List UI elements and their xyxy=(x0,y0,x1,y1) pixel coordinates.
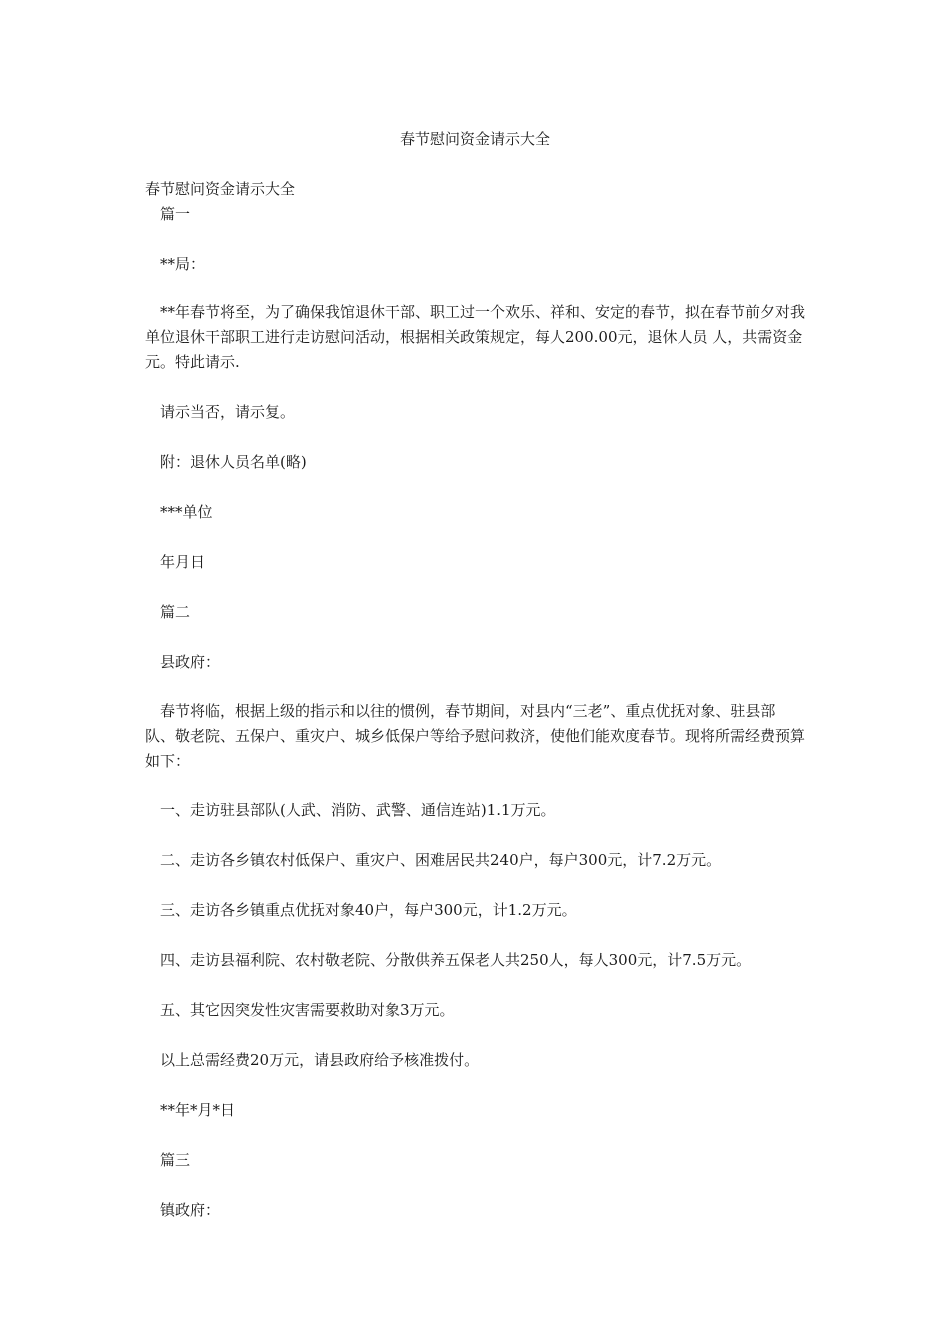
section-one-request: 请示当否，请示复。 xyxy=(160,403,296,421)
section-two-item: 二、走访各乡镇农村低保户、重灾户、困难居民共240户，每户300元，计7.2万元。 xyxy=(160,851,722,869)
section-two-heading: 篇二 xyxy=(160,603,191,621)
section-two-item: 三、走访各乡镇重点优抚对象40户，每户300元，计1.2万元。 xyxy=(160,901,577,919)
section-two-addressee: 县政府： xyxy=(160,653,221,671)
document-subtitle: 春节慰问资金请示大全 xyxy=(145,180,296,198)
section-one-attachment: 附：退休人员名单(略) xyxy=(160,453,307,471)
section-two-item: 五、其它因突发性灾害需要救助对象3万元。 xyxy=(160,1001,455,1019)
section-one-signature: ***单位 xyxy=(160,503,213,521)
section-one-heading: 篇一 xyxy=(160,205,191,223)
section-two-date: **年*月*日 xyxy=(160,1101,236,1119)
document-title: 春节慰问资金请示大全 xyxy=(399,130,550,148)
section-three-addressee: 镇政府： xyxy=(160,1201,221,1219)
section-three-heading: 篇三 xyxy=(160,1151,191,1169)
section-one-addressee: **局： xyxy=(160,255,206,273)
section-two-item: 四、走访县福利院、农村敬老院、分散供养五保老人共250人，每人300元，计7.5万元。 xyxy=(160,951,752,969)
section-two-total: 以上总需经费20万元，请县政府给予核准拨付。 xyxy=(160,1051,480,1069)
section-one-body: **年春节将至，为了确保我馆退休干部、职工过一个欢乐、祥和、安定的春节，拟在春节前夕对我单位退休干部职工进行走访慰问活动，根据相关政策规定，每人200.00元，退休人员 人，共需资金 元。特此请示. xyxy=(145,303,806,371)
section-one-date: 年月日 xyxy=(160,553,206,571)
section-two-body: 春节将临，根据上级的指示和以往的惯例，春节期间，对县内“三老”、重点优抚对象、驻县部队、敬老院、五保户、重灾户、城乡低保户等给予慰问救济，使他们能欢度春节。现将所需经费预算如下： xyxy=(145,702,806,770)
section-two-item: 一、走访驻县部队(人武、消防、武警、通信连站)1.1万元。 xyxy=(160,801,556,819)
